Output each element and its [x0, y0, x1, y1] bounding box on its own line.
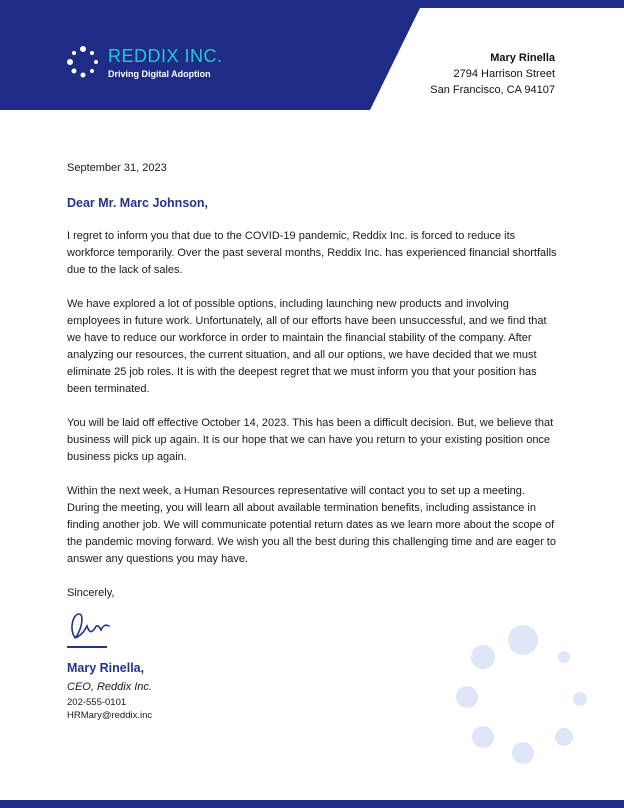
sender-name: Mary Rinella — [490, 52, 555, 64]
sender-city: San Francisco, CA 94107 — [430, 84, 555, 96]
company-tagline: Driving Digital Adoption — [108, 68, 211, 79]
signature-rule — [67, 646, 107, 648]
sender-address — [430, 50, 555, 98]
logo-dots-icon — [66, 45, 100, 79]
signer-phone: 202-555-0101 — [67, 697, 127, 708]
closing: Sincerely, — [67, 587, 115, 599]
company-logo — [66, 45, 223, 79]
letter-date: September 31, 2023 — [67, 162, 167, 174]
paragraph: I regret to inform you that due to the COVID-19 pandemic, Reddix Inc. is forced to reduce its workforce temporarily. Over the past several months, Reddix Inc. has experienced financial shortfalls due to the lack of sales. — [67, 230, 557, 276]
signer-email: HRMary@reddix.inc — [67, 710, 153, 721]
signer-name: Mary Rinella, — [67, 661, 145, 675]
decorative-dots — [450, 620, 600, 770]
company-name: REDDIX INC. — [108, 45, 223, 66]
salutation: Dear Mr. Marc Johnson, — [67, 196, 209, 210]
paragraph: Within the next week, a Human Resources representative will contact you to set up a meeting. During the meeting, you will learn all about available termination benefits, including assistance in finding another job. We will communicate potential return dates as we learn more about the scope of the pandemic moving forward. We wish you all the best during this challenging time and are eager to answer any questions you may have. — [67, 485, 556, 565]
signer-title: CEO, Reddix Inc. — [67, 681, 152, 693]
footer-bar — [0, 800, 624, 808]
sender-street: 2794 Harrison Street — [453, 68, 555, 80]
signature-image — [67, 608, 111, 646]
paragraph: We have explored a lot of possible options, including launching new products and involving employees in future work. Unfortunately, all of our efforts have been unsuccessful, and we find that we have to reduce our workforce in order to maintain the financial stability of the company. After analyzing our resources, the current situation, and all our options, we have decided that we must eliminate 25 job roles. It is with the deepest regret that we must inform you that your position has been terminated. — [67, 298, 547, 395]
paragraph: You will be laid off effective October 14, 2023. This has been a difficult decision. But, we believe that business will pick up again. It is our hope that we can have you return to your existing position once business picks up again. — [67, 417, 554, 463]
